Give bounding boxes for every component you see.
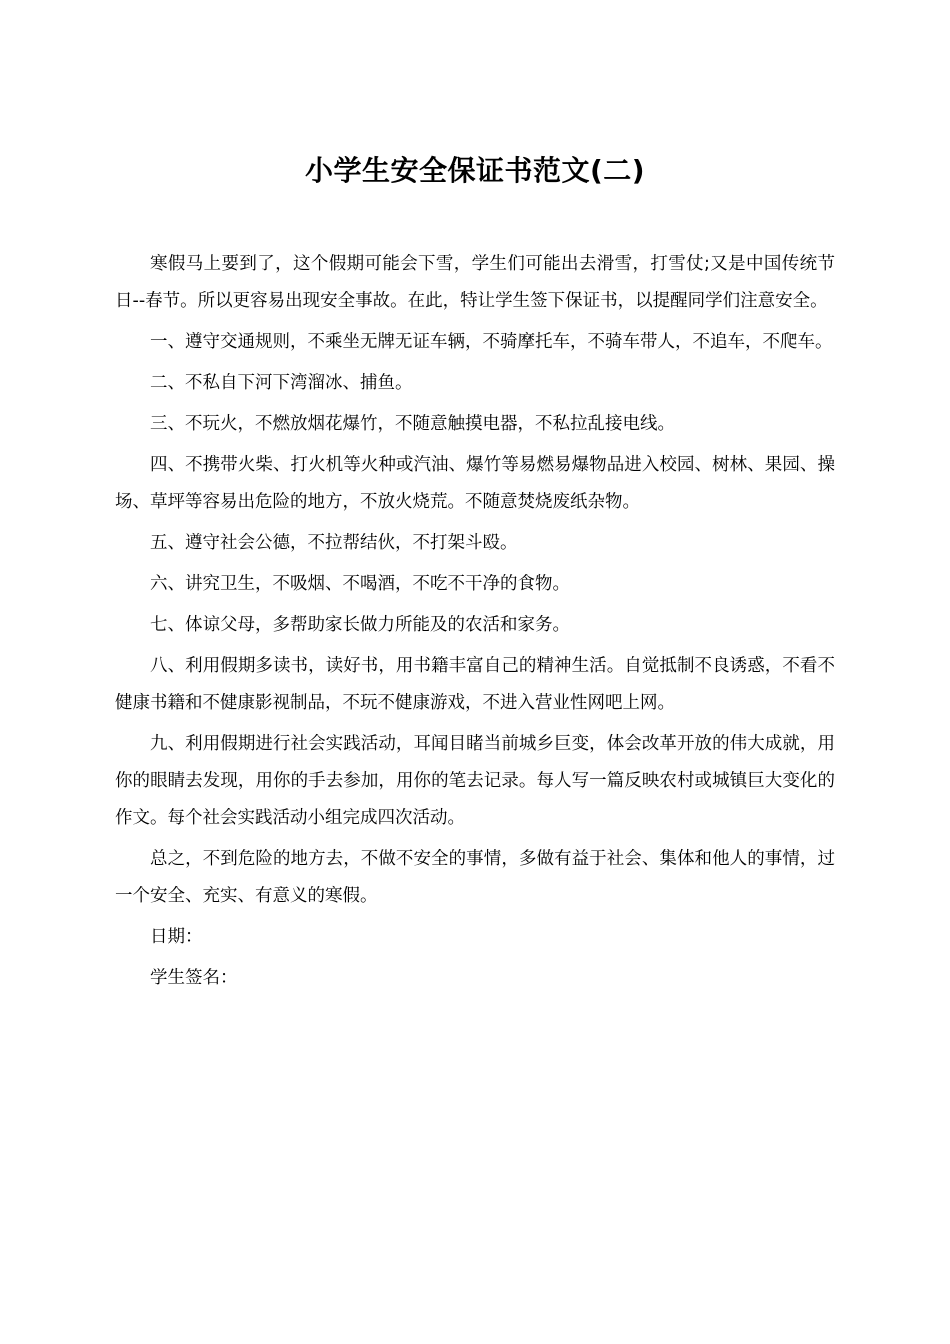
rule-7-paragraph: 七、体谅父母，多帮助家长做力所能及的农活和家务。	[150, 615, 570, 635]
rule-8-paragraph: 八、利用假期多读书，读好书，用书籍丰富自己的精神生活。自觉抵制不良诱惑，不看不健康书籍和不健康影视制品，不玩不健康游戏，不进入营业性网吧上网。	[115, 656, 835, 713]
intro-paragraph: 寒假马上要到了，这个假期可能会下雪，学生们可能出去滑雪，打雪仗;又是中国传统节日--春节。所以更容易出现安全事故。在此，特让学生签下保证书，以提醒同学们注意安全。	[115, 254, 835, 311]
document-title: 小学生安全保证书范文(二)	[304, 153, 646, 187]
rule-6-paragraph: 六、讲究卫生，不吸烟、不喝酒，不吃不干净的食物。	[150, 574, 570, 594]
rule-2-paragraph: 二、不私自下河下湾溜冰、捕鱼。	[150, 373, 413, 393]
rule-9-paragraph: 九、利用假期进行社会实践活动，耳闻目睹当前城乡巨变，体会改革开放的伟大成就，用你的眼睛去发现，用你的手去参加，用你的笔去记录。每人写一篇反映农村或城镇巨大变化的作文。每个社会实践活动小组完成四次活动。	[115, 734, 835, 828]
rule-1-paragraph: 一、遵守交通规则，不乘坐无牌无证车辆，不骑摩托车，不骑车带人，不追车，不爬车。	[150, 332, 833, 352]
date-line: 日期：	[150, 927, 203, 947]
rule-5-paragraph: 五、遵守社会公德，不拉帮结伙，不打架斗殴。	[150, 533, 518, 553]
rule-3-paragraph: 三、不玩火，不燃放烟花爆竹，不随意触摸电器，不私拉乱接电线。	[150, 414, 675, 434]
signature-line: 学生签名：	[150, 968, 238, 988]
rule-4-paragraph: 四、不携带火柴、打火机等火种或汽油、爆竹等易燃易爆物品进入校园、树林、果园、操场、草坪等容易出危险的地方，不放火烧荒。不随意焚烧废纸杂物。	[115, 455, 835, 512]
document-body	[115, 246, 835, 997]
conclusion-paragraph: 总之，不到危险的地方去，不做不安全的事情，多做有益于社会、集体和他人的事情，过一个安全、充实、有意义的寒假。	[115, 849, 835, 906]
